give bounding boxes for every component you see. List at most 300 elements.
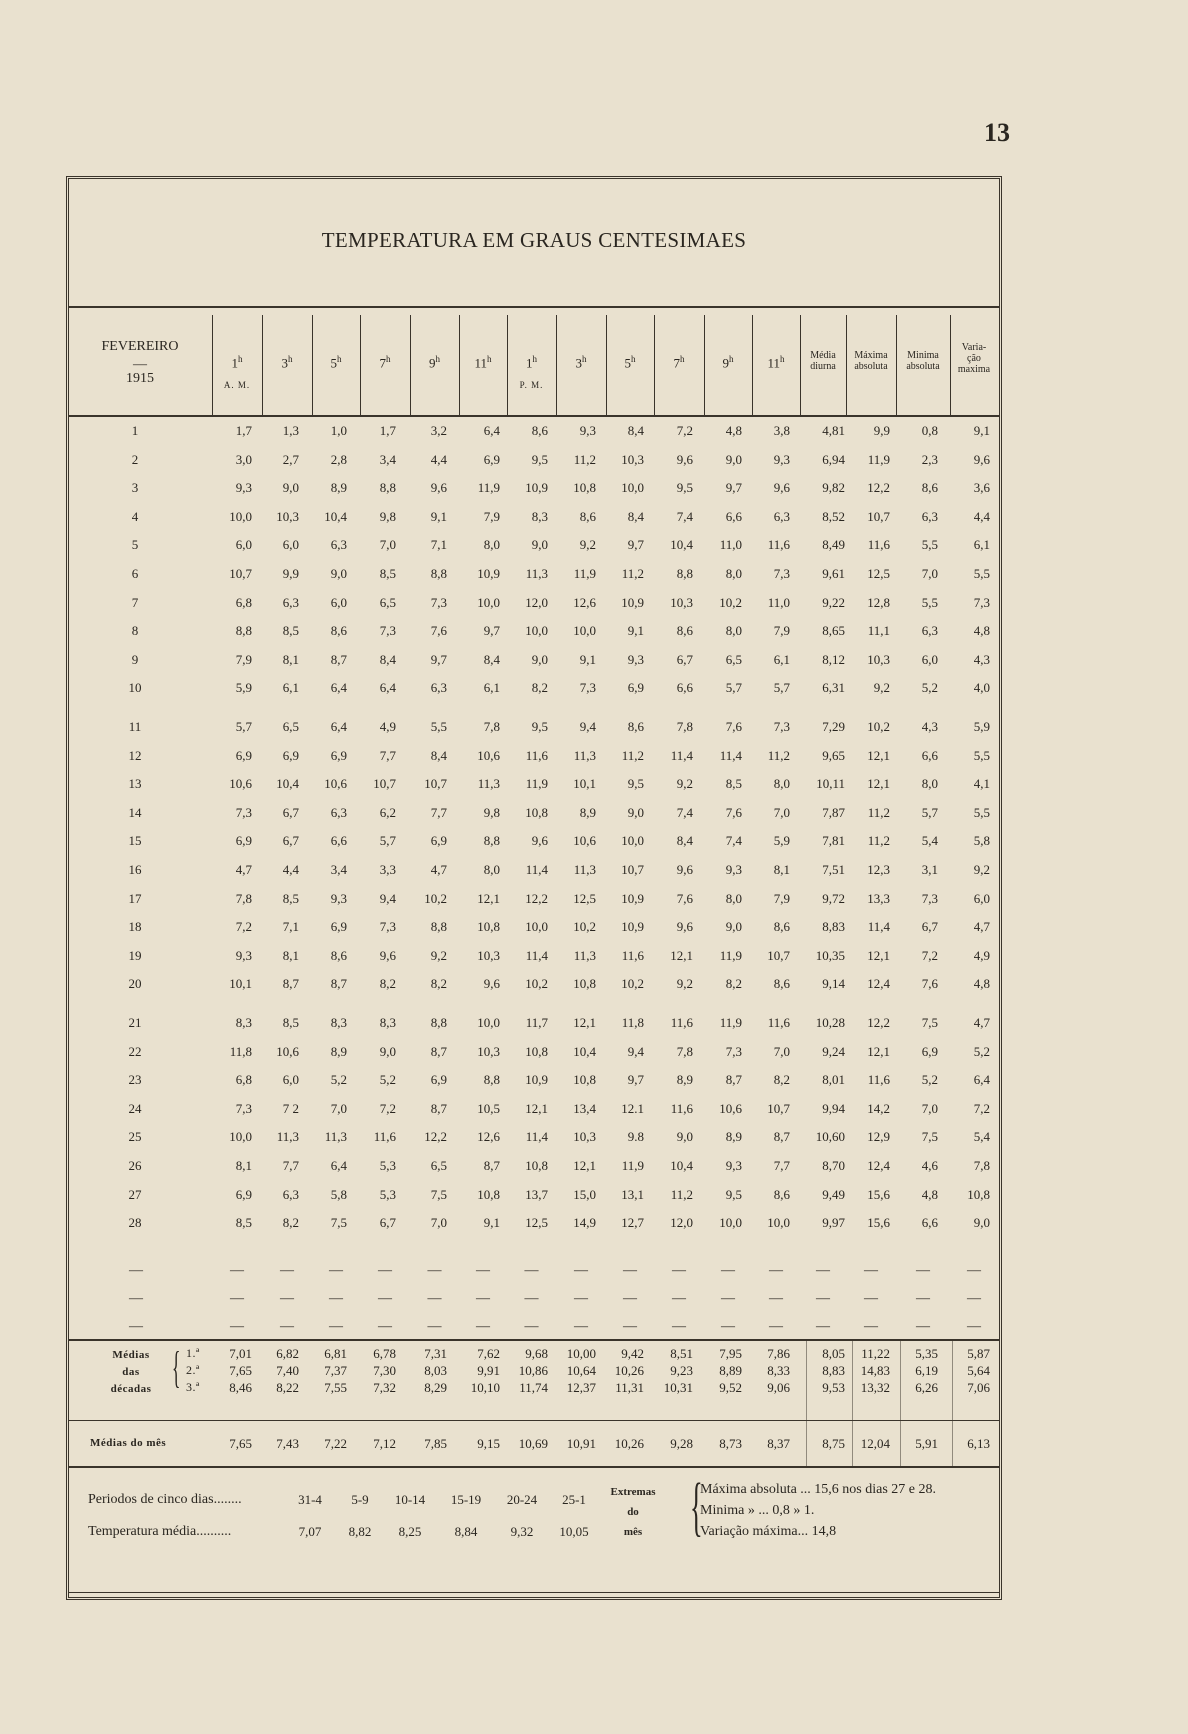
temperature-cell: 4,8 (973, 623, 990, 639)
temperature-cell: 8,4 (483, 651, 500, 667)
decade-mean-cell: 8,83 (822, 1363, 845, 1378)
day-label: 24 (128, 1100, 142, 1116)
temperature-cell: 10,8 (573, 480, 596, 496)
decade-mean-cell: 10,31 (663, 1380, 693, 1395)
temperature-cell: 10,9 (621, 594, 644, 610)
hour-suffix: h (582, 354, 587, 364)
empty-cell-dash: — (280, 1263, 294, 1278)
temperature-cell: 11,6 (670, 1100, 693, 1116)
temperature-cell: 8,0 (773, 776, 790, 792)
decade-mean-cell: 7,65 (229, 1363, 252, 1378)
temperature-cell: 7,8 (676, 1043, 693, 1059)
temperature-cell: 10,0 (621, 833, 644, 849)
temperature-cell: 11,2 (573, 451, 596, 467)
hour-number: 7 (673, 355, 680, 371)
temperature-cell: 6,1 (483, 680, 500, 696)
temperature-cell: 3,2 (430, 423, 447, 438)
temperature-cell: 11,0 (719, 537, 742, 553)
temperature-cell: 4,81 (822, 423, 845, 438)
temperature-cell: 7,3 (379, 623, 396, 639)
period-range: 20-24 (506, 1492, 538, 1507)
extremas-label: do (627, 1506, 639, 1518)
temperature-cell: 8,1 (282, 651, 299, 667)
temperature-cell: 9,2 (579, 537, 596, 553)
day-label: 13 (128, 776, 142, 792)
month-means-label: Médias do mês (90, 1437, 167, 1449)
empty-cell-dash: — (816, 1319, 830, 1334)
temperature-cell: 5,4 (921, 833, 938, 849)
temperature-cell: 10,6 (229, 776, 252, 792)
temperature-cell: 9,97 (822, 1215, 845, 1231)
period-mean-temp: 8,82 (348, 1524, 372, 1539)
temperature-cell: 11,6 (670, 1015, 693, 1030)
temperature-cell: 6,3 (921, 508, 938, 524)
temperature-cell: 10,2 (525, 976, 548, 992)
minima-absoluta-header: absoluta (906, 361, 940, 372)
temperature-cell: 9.8 (627, 1129, 644, 1145)
temperature-cell: 12,6 (573, 594, 596, 610)
temperature-cell: 6,0 (973, 890, 990, 906)
temperature-cell: 7,29 (822, 719, 845, 734)
temperature-cell: 6,0 (282, 537, 299, 553)
temperature-cell: 6,4 (379, 680, 396, 696)
temperature-cell: 3,3 (379, 862, 396, 877)
temperature-cell: 6,6 (921, 747, 938, 763)
temperature-cell: 3,8 (773, 423, 790, 438)
column-divider (704, 315, 705, 415)
temperature-cell: 8,6 (579, 508, 596, 524)
temperature-cell: 12,1 (573, 1015, 596, 1030)
temperature-cell: 5,3 (379, 1158, 396, 1173)
bottom-rule (68, 1592, 1000, 1593)
decade-mean-cell: 7,32 (373, 1380, 396, 1395)
temperature-cell: 7 2 (282, 1100, 299, 1116)
temperature-cell: 13,4 (573, 1100, 596, 1116)
temperature-cell: 9,2 (676, 776, 693, 792)
day-label: 3 (131, 480, 139, 496)
temperature-cell: 11,6 (767, 537, 790, 553)
temperature-cell: 8,6 (773, 1186, 790, 1202)
media-diurna-header: diurna (810, 361, 836, 372)
month-mean-cell: 7,85 (424, 1436, 447, 1451)
temperature-cell: 8,7 (330, 651, 347, 667)
temperature-cell: 12,1 (573, 1158, 596, 1173)
temperature-cell: 8,65 (822, 623, 845, 639)
temperature-cell: 9,4 (627, 1043, 644, 1059)
temperature-cell: 10,2 (573, 919, 596, 935)
temperature-cell: 7,5 (430, 1186, 447, 1202)
temperature-cell: 12,5 (867, 566, 890, 581)
period-mean-temp: 7,07 (298, 1524, 322, 1539)
temperature-cell: 13,1 (621, 1186, 644, 1202)
empty-cell-dash: — (967, 1291, 981, 1306)
temperature-cell: 10,2 (424, 890, 447, 906)
temperature-cell: 5,8 (973, 833, 990, 849)
empty-cell-dash: — (574, 1291, 588, 1306)
day-label: 5 (131, 537, 139, 553)
column-divider (312, 315, 313, 415)
empty-cell-dash: — (378, 1319, 392, 1334)
temperature-cell: 6,0 (921, 651, 938, 667)
temperature-cell: 9,1 (483, 1215, 500, 1231)
column-divider (410, 315, 411, 415)
temperature-cell: 8,7 (483, 1158, 500, 1173)
temperature-cell: 12,8 (867, 594, 890, 610)
temperature-cell: 10,9 (621, 890, 644, 906)
column-divider (752, 315, 753, 415)
temperature-cell: 7,7 (379, 747, 396, 763)
temperature-cell: 8,3 (330, 1015, 347, 1030)
temperature-cell: 11,3 (573, 862, 596, 877)
temperature-cell: 9,7 (483, 623, 500, 639)
temperature-cell: 6,6 (330, 833, 347, 849)
day-label: 9 (131, 651, 139, 667)
temperature-cell: 6,9 (235, 833, 252, 849)
empty-cell-dash: — (967, 1263, 981, 1278)
pm-label: P. M. (519, 380, 544, 390)
day-label: 1 (131, 423, 139, 438)
hour-number: 3 (575, 355, 582, 371)
temperature-cell: 11,8 (229, 1043, 252, 1059)
decade-mean-cell: 9,68 (525, 1346, 548, 1361)
decade-mean-cell: 11,31 (615, 1380, 644, 1395)
decade-mean-cell: 7,62 (477, 1346, 500, 1361)
decade-mean-cell: 6,19 (915, 1363, 938, 1378)
maxima-absoluta-header: absoluta (854, 361, 888, 372)
temperature-cell: 7,6 (430, 623, 447, 639)
temperature-cell: 6,9 (330, 747, 347, 763)
decade-ordinal: 2.ª (186, 1363, 200, 1377)
decade-mean-cell: 8,22 (276, 1380, 299, 1395)
temperature-cell: 7,6 (921, 976, 938, 992)
temperature-cell: 6,9 (235, 747, 252, 763)
year-label: 1915 (126, 371, 154, 386)
temperature-cell: 8,4 (676, 833, 693, 849)
temperature-cell: 9,6 (676, 451, 693, 467)
temperature-cell: 8,7 (430, 1100, 447, 1116)
temperature-cell: 7,87 (822, 804, 845, 820)
temperature-cell: 9,3 (773, 451, 790, 467)
temperature-cell: 6,6 (676, 680, 693, 696)
temperature-cell: 12,1 (525, 1100, 548, 1116)
temperature-cell: 4,8 (921, 1186, 938, 1202)
decade-mean-cell: 7,86 (767, 1346, 790, 1361)
temperature-cell: 10,6 (719, 1100, 742, 1116)
temperature-cell: 10,6 (276, 1043, 299, 1059)
temperature-cell: 9,7 (627, 1072, 644, 1088)
temperature-cell: 9,6 (483, 976, 500, 992)
temperature-cell: 11,3 (573, 947, 596, 963)
temperature-cell: 9,0 (379, 1043, 396, 1059)
temperature-cell: 7,1 (430, 537, 447, 553)
hour-header (608, 352, 652, 370)
temperature-cell: 10,8 (525, 1158, 548, 1173)
temperature-cell: 4,8 (725, 423, 742, 438)
column-divider (896, 315, 897, 415)
decade-mean-cell: 7,01 (229, 1346, 252, 1361)
temperature-cell: 10,7 (424, 776, 447, 792)
hour-number: 5 (624, 355, 631, 371)
variacao-maxima-header: ção (967, 353, 981, 364)
temperature-cell: 9,94 (822, 1100, 845, 1116)
period-range: 31-4 (298, 1492, 322, 1507)
empty-cell-dash: — (672, 1263, 686, 1278)
temperature-cell: 12,1 (477, 890, 500, 906)
temperature-cell: 6,6 (725, 508, 742, 524)
temperature-cell: 10,3 (621, 451, 644, 467)
temperature-cell: 6,1 (773, 651, 790, 667)
temperature-cell: 11,3 (477, 776, 500, 792)
day-label: 28 (128, 1215, 142, 1231)
hour-header (314, 352, 358, 370)
decade-means-label: Médias (112, 1349, 150, 1361)
temperature-cell: 11,9 (477, 480, 500, 496)
temperature-cell: 10,2 (867, 719, 890, 734)
temperature-cell: 8,8 (430, 1015, 447, 1030)
decade-mean-cell: 11,22 (861, 1346, 890, 1361)
day-label: 26 (128, 1158, 142, 1173)
temperature-cell: 2,8 (330, 451, 347, 467)
temperature-cell: 7,3 (235, 804, 252, 820)
temperature-cell: 8,6 (330, 623, 347, 639)
temperature-cell: 6,3 (282, 1186, 299, 1202)
empty-cell-dash: — (574, 1263, 588, 1278)
temperature-cell: 9,65 (822, 747, 845, 763)
temperature-cell: 10,4 (670, 1158, 693, 1173)
hour-suffix: h (729, 354, 734, 364)
day-label: 8 (131, 623, 139, 639)
day-label: 6 (131, 566, 139, 581)
temperature-cell: 11,4 (867, 919, 890, 935)
period-mean-temp: 8,25 (398, 1524, 422, 1539)
day-label: 16 (128, 862, 142, 877)
empty-cell-dash: — (864, 1319, 878, 1334)
hour-number: 1 (231, 355, 238, 371)
temperature-cell: 9,6 (430, 480, 447, 496)
hour-suffix: h (288, 354, 293, 364)
hour-number: 3 (281, 355, 288, 371)
temperature-cell: 6,0 (330, 594, 347, 610)
temperature-cell: 9,82 (822, 480, 845, 496)
column-divider (606, 315, 607, 415)
decade-mean-cell: 10,64 (566, 1363, 596, 1378)
temperature-cell: 7,2 (379, 1100, 396, 1116)
temperature-cell: 10,0 (229, 1129, 252, 1145)
decade-mean-cell: 5,35 (915, 1346, 938, 1361)
hour-suffix: h (238, 354, 243, 364)
column-divider (556, 315, 557, 415)
empty-day-dash: — (129, 1319, 143, 1334)
temperature-cell: 10,0 (767, 1215, 790, 1231)
temperature-cell: 1,7 (379, 423, 396, 438)
temperature-cell: 10,0 (525, 623, 548, 639)
empty-cell-dash: — (524, 1291, 539, 1306)
temperature-cell: 10,8 (573, 976, 596, 992)
empty-day-dash: — (129, 1291, 143, 1306)
temperature-cell: 8,01 (822, 1072, 845, 1088)
temperature-cell: 5,2 (330, 1072, 347, 1088)
temperature-cell: 8,70 (822, 1158, 845, 1173)
temperature-cell: 12.1 (621, 1100, 644, 1116)
temperature-cell: 10,4 (276, 776, 299, 792)
decade-mean-cell: 5,64 (967, 1363, 990, 1378)
extremas-label: Extremas (610, 1486, 656, 1498)
extremas-label: mês (623, 1526, 643, 1538)
temperature-cell: 7,4 (676, 804, 693, 820)
temperature-cell: 9,3 (235, 947, 252, 963)
temperature-cell: 5,5 (430, 719, 447, 734)
temperature-cell: 7,1 (282, 919, 299, 935)
table-title: TEMPERATURA EM GRAUS CENTESIMAES (321, 228, 747, 252)
day-label: 10 (128, 680, 142, 696)
temperature-cell: 8,0 (725, 566, 742, 581)
temperature-cell: 4,4 (973, 508, 990, 524)
temperature-cell: 7,9 (773, 623, 790, 639)
temperature-cell: 8,6 (773, 919, 790, 935)
temperature-cell: 8,83 (822, 919, 845, 935)
temperature-cell: 12,9 (867, 1129, 890, 1145)
empty-cell-dash: — (378, 1263, 392, 1278)
temperature-cell: 8,6 (330, 947, 347, 963)
temperature-cell: 6,9 (282, 747, 299, 763)
decade-mean-cell: 10,10 (470, 1380, 500, 1395)
extremas-brace: { (690, 1470, 703, 1543)
temperature-cell: 5,7 (235, 719, 252, 734)
temperature-cell: 11,4 (525, 862, 548, 877)
temperature-cell: 8,6 (773, 976, 790, 992)
decade-mean-cell: 9,91 (477, 1363, 500, 1378)
decade-mean-cell: 14,83 (860, 1363, 890, 1378)
temperature-cell: 10,3 (477, 1043, 500, 1059)
temperature-cell: 8,8 (676, 566, 693, 581)
temperature-cell: 9,1 (973, 423, 990, 438)
decade-mean-cell: 6,81 (324, 1346, 347, 1361)
temperature-cell: 5,9 (773, 833, 790, 849)
temperature-cell: 10,4 (670, 537, 693, 553)
empty-cell-dash: — (329, 1263, 343, 1278)
temperature-cell: 9,1 (430, 508, 447, 524)
temperature-cell: 4,8 (973, 976, 990, 992)
temperature-cell: 8,2 (773, 1072, 790, 1088)
temperature-cell: 8,0 (921, 776, 938, 792)
temperature-cell: 15,6 (867, 1186, 890, 1202)
hour-header (265, 352, 309, 370)
decade-mean-cell: 8,51 (670, 1346, 693, 1361)
temperature-cell: 6,9 (330, 919, 347, 935)
hour-header (413, 352, 457, 370)
temperature-cell: 6,9 (430, 1072, 447, 1088)
temperature-cell: 12,1 (670, 947, 693, 963)
temperature-cell: 6,3 (773, 508, 790, 524)
temperature-cell: 12,2 (424, 1129, 447, 1145)
variation-max-line: Variação máxima... 14,8 (700, 1524, 837, 1539)
temp-mean-label: Temperatura média.......... (88, 1524, 232, 1539)
temperature-cell: 12,4 (867, 976, 890, 992)
period-range: 5-9 (351, 1492, 369, 1507)
day-label: 4 (131, 508, 139, 524)
temperature-cell: 9,1 (627, 623, 644, 639)
temperature-cell: 4,9 (973, 947, 990, 963)
temperature-cell: 6,1 (973, 537, 990, 553)
temperature-cell: 6,9 (235, 1186, 252, 1202)
temperature-cell: 4,7 (973, 1015, 990, 1030)
media-diurna-header: Média (810, 350, 836, 361)
empty-cell-dash: — (769, 1291, 783, 1306)
column-divider (212, 315, 213, 415)
temperature-cell: 9,24 (822, 1043, 845, 1059)
temperature-cell: 9,3 (725, 862, 742, 877)
temperature-cell: 11,4 (525, 947, 548, 963)
page-number: 13 (984, 118, 1010, 147)
temperature-cell: 6,9 (430, 833, 447, 849)
empty-cell-dash: — (916, 1263, 930, 1278)
temperature-cell: 8,3 (235, 1015, 252, 1030)
temperature-cell: 9,6 (676, 919, 693, 935)
maxima-absoluta-header: Máxima (854, 350, 888, 361)
temperature-cell: 10,9 (477, 566, 500, 581)
decade-mean-cell: 7,37 (324, 1363, 347, 1378)
periods-label: Periodos de cinco dias........ (88, 1492, 242, 1507)
temperature-cell: 7,51 (822, 862, 845, 877)
temperature-cell: 9,6 (973, 451, 990, 467)
temperature-cell: 8,1 (773, 862, 790, 877)
temperature-cell: 7,6 (725, 804, 742, 820)
temperature-cell: 9,49 (822, 1186, 845, 1202)
temperature-cell: 11,2 (867, 804, 890, 820)
temperature-cell: 5,5 (973, 566, 990, 581)
temperature-cell: 9,7 (627, 537, 644, 553)
empty-cell-dash: — (769, 1319, 783, 1334)
month-mean-cell: 10,26 (614, 1436, 644, 1451)
decade-ordinal: 3.ª (186, 1380, 200, 1394)
temperature-cell: 8,4 (379, 651, 396, 667)
temperature-cell: 6,8 (235, 594, 252, 610)
month-mean-cell: 8,37 (767, 1436, 790, 1451)
temperature-cell: 11,2 (621, 747, 644, 763)
decade-mean-cell: 11,74 (519, 1380, 548, 1395)
temperature-cell: 9,0 (676, 1129, 693, 1145)
temperature-cell: 10,8 (525, 804, 548, 820)
decade-mean-cell: 9,53 (822, 1380, 845, 1395)
temperature-cell: 6,7 (282, 804, 299, 820)
temperature-cell: 4,4 (282, 862, 299, 877)
temperature-cell: 7,0 (921, 1100, 938, 1116)
temperature-cell: 9,3 (579, 423, 596, 438)
temperature-cell: 9,0 (627, 804, 644, 820)
temperature-cell: 11,9 (573, 566, 596, 581)
temperature-cell: 8,0 (483, 862, 500, 877)
temperature-cell: 11,3 (573, 747, 596, 763)
temperature-cell: 7,0 (430, 1215, 447, 1231)
empty-cell-dash: — (427, 1263, 442, 1278)
decade-mean-cell: 8,29 (424, 1380, 447, 1395)
decade-mean-cell: 10,00 (566, 1346, 596, 1361)
temperature-cell: 9,72 (822, 890, 845, 906)
temperature-cell: 8,7 (430, 1043, 447, 1059)
empty-cell-dash: — (967, 1319, 981, 1334)
empty-cell-dash: — (623, 1291, 637, 1306)
temperature-cell: 10,8 (573, 1072, 596, 1088)
temperature-cell: 9,9 (873, 423, 890, 438)
empty-cell-dash: — (476, 1263, 490, 1278)
decade-mean-cell: 9,52 (719, 1380, 742, 1395)
hour-number: 11 (767, 355, 781, 371)
temperature-cell: 7,0 (921, 566, 938, 581)
temperature-cell: 7,3 (235, 1100, 252, 1116)
temperature-cell: 7,7 (773, 1158, 790, 1173)
temperature-cell: 5,2 (921, 1072, 938, 1088)
temperature-cell: 10,5 (477, 1100, 500, 1116)
